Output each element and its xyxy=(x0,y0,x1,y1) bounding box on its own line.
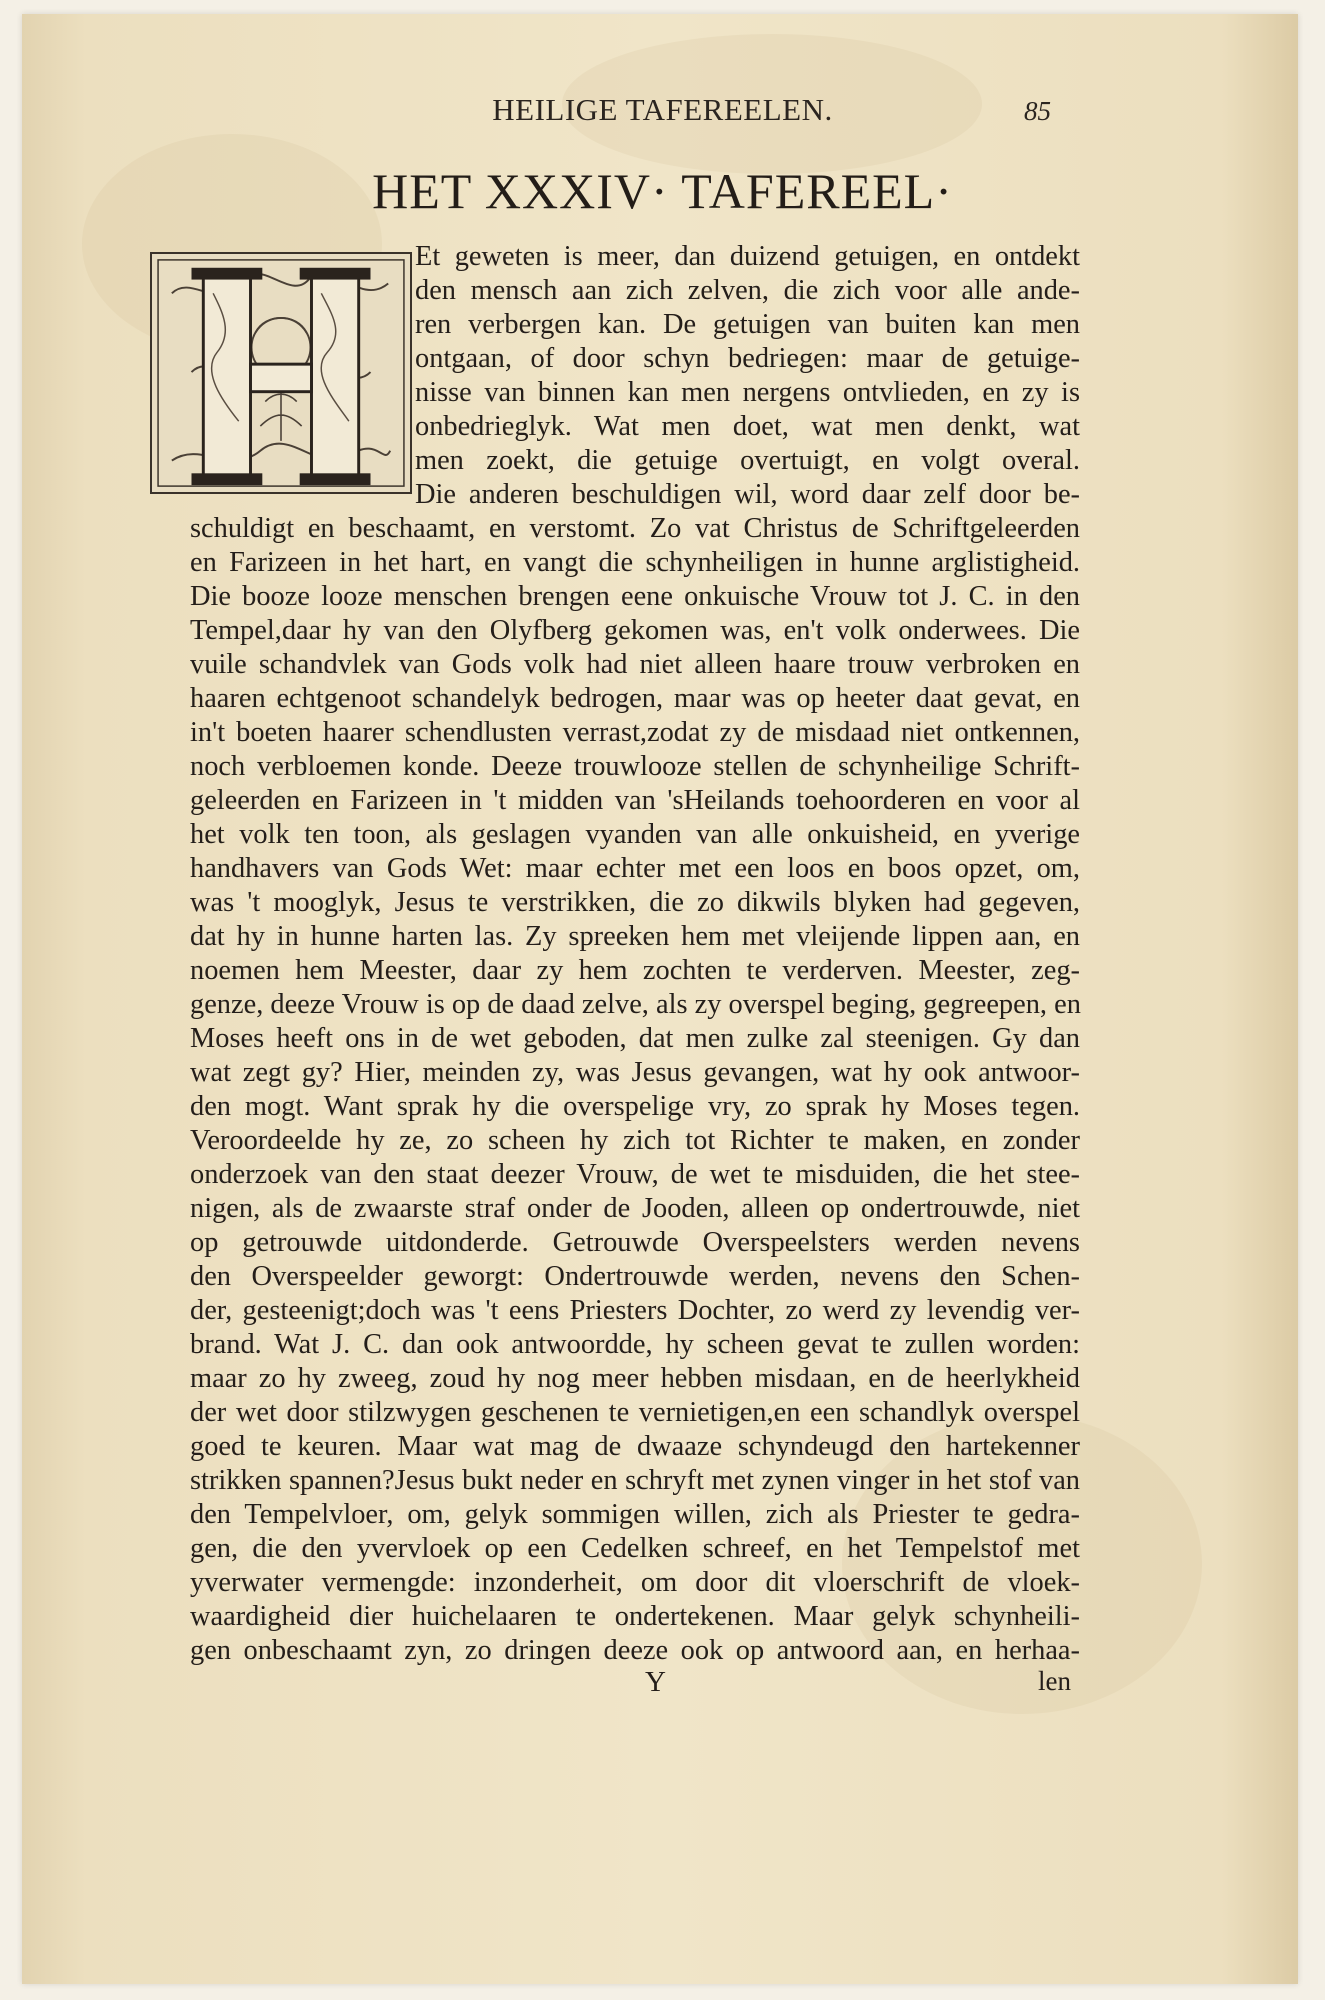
text-line: waardigheid dier huichelaaren te ondertekenen. Maar gelyk schynheili- xyxy=(190,1601,1080,1632)
text-line: Tempel,daar hy van den Olyfberg gekomen was, en't volk onderwees. Die xyxy=(190,615,1080,646)
text-line: handhavers van Gods Wet: maar echter met een loos en boos opzet, om, xyxy=(190,853,1080,884)
text-line: Die anderen beschuldigen wil, word daar zelf door be- xyxy=(415,479,1080,510)
text-line: onbedrieglyk. Wat men doet, wat men denkt, wat xyxy=(415,411,1080,442)
text-line: yverwater vermengde: inzonderheit, om door dit vloerschrift de vloek- xyxy=(190,1567,1080,1598)
text-line: geleerden en Farizeen in 't midden van 'sHeilands toehoorderen en voor al xyxy=(190,785,1080,816)
text-line: en Farizeen in het hart, en vangt die schynheiligen in hunne arglistigheid. xyxy=(190,547,1080,578)
text-line: den mensch aan zich zelven, die zich voor alle ande- xyxy=(415,275,1080,306)
text-line: onderzoek van den staat deezer Vrouw, de wet te misduiden, die het stee- xyxy=(190,1159,1080,1190)
text-line: strikken spannen?Jesus bukt neder en schryft met zynen vinger in het stof van xyxy=(190,1465,1080,1496)
text-line: der wet door stilzwygen geschenen te vernietigen,en een schandlyk overspel xyxy=(190,1397,1080,1428)
text-line: Moses heeft ons in de wet geboden, dat men zulke zal steenigen. Gy dan xyxy=(190,1023,1080,1054)
text-line: haaren echtgenoot schandelyk bedrogen, maar was op heeter daat gevat, en xyxy=(190,683,1080,714)
text-line: het volk ten toon, als geslagen vyanden van alle onkuisheid, en yverige xyxy=(190,819,1080,850)
text-line: op getrouwde uitdonderde. Getrouwde Overspeelsters werden nevens xyxy=(190,1227,1080,1258)
text-line: nigen, als de zwaarste straf onder de Jooden, alleen op ondertrouwde, niet xyxy=(190,1193,1080,1224)
text-line: Et geweten is meer, dan duizend getuigen, en ontdekt xyxy=(415,241,1080,272)
text-line: ontgaan, of door schyn bedriegen: maar de getuige- xyxy=(415,343,1080,374)
text-line: genze, deeze Vrouw is op de daad zelve, als zy overspel beging, gegreepen, en xyxy=(190,989,1081,1020)
decorated-initial-h-icon xyxy=(150,252,412,494)
text-line: in't boeten haarer schendlusten verrast,zodat zy de misdaad niet ontkennen, xyxy=(190,717,1080,748)
running-head: HEILIGE TAFEREELEN. xyxy=(492,92,833,127)
text-line: wat zegt gy? Hier, meinden zy, was Jesus gevangen, wat hy ook antwoor- xyxy=(190,1057,1080,1088)
text-line: goed te keuren. Maar wat mag de dwaaze schyndeugd den hartekenner xyxy=(190,1431,1080,1462)
text-line: gen onbeschaamt zyn, zo dringen deeze ook op antwoord aan, en herhaa- xyxy=(190,1635,1080,1666)
page-number: 85 xyxy=(1024,96,1051,126)
chapter-title: HET XXXIV· TAFEREEL· xyxy=(372,163,953,219)
text-line: brand. Wat J. C. dan ook antwoordde, hy scheen gevat te zullen worden: xyxy=(190,1329,1080,1360)
text-line: den mogt. Want sprak hy die overspelige vry, zo sprak hy Moses tegen. xyxy=(190,1091,1080,1122)
text-line: den Tempelvloer, om, gelyk sommigen willen, zich als Priester te gedra- xyxy=(190,1499,1080,1530)
text-line: maar zo hy zweeg, zoud hy nog meer hebben misdaan, en de heerlykheid xyxy=(190,1363,1080,1394)
text-line: schuldigt en beschaamt, en verstomt. Zo vat Christus de Schriftgeleerden xyxy=(190,513,1080,544)
signature-mark: Y xyxy=(645,1666,666,1698)
text-line: ren verbergen kan. De getuigen van buiten kan men xyxy=(415,309,1080,340)
text-line: gen, die den yvervloek op een Cedelken schreef, en het Tempelstof met xyxy=(190,1533,1080,1564)
text-line: den Overspeelder geworgt: Ondertrouwde werden, nevens den Schen- xyxy=(190,1261,1080,1292)
text-line: men zoekt, die getuige overtuigt, en volgt overal. xyxy=(415,445,1080,476)
text-line: Die booze looze menschen brengen eene onkuische Vrouw tot J. C. in den xyxy=(190,581,1080,612)
text-line: vuile schandvlek van Gods volk had niet alleen haare trouw verbroken en xyxy=(190,649,1080,680)
text-line: nisse van binnen kan men nergens ontvlieden, en zy is xyxy=(415,377,1080,408)
text-line: was 't mooglyk, Jesus te verstrikken, die zo dikwils blyken had gegeven, xyxy=(190,887,1080,918)
catchword: len xyxy=(1038,1666,1071,1696)
text-line: dat hy in hunne harten las. Zy spreeken hem met vleijende lippen aan, en xyxy=(190,921,1080,952)
text-line: noch verbloemen konde. Deeze trouwlooze stellen de schynheilige Schrift- xyxy=(190,751,1080,782)
text-line: noemen hem Meester, daar zy hem zochten te verderven. Meester, zeg- xyxy=(190,955,1080,986)
text-line: Veroordeelde hy ze, zo scheen hy zich tot Richter te maken, en zonder xyxy=(190,1125,1080,1156)
text-line: der, gesteenigt;doch was 't eens Priesters Dochter, zo werd zy levendig ver- xyxy=(190,1295,1080,1326)
